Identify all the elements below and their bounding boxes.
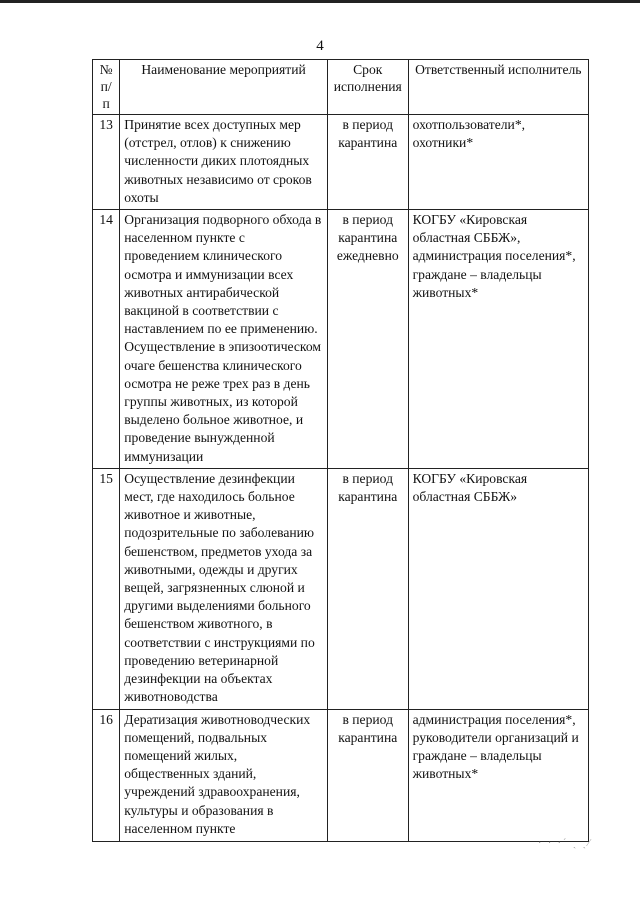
measure-name: Дератизация животноводческих помещений, подвальных помещений жилых, общественных зданий, учреждений здравоохранения, культуры и образования в населенном пункте <box>120 709 328 841</box>
measure-term: в период карантина ежедневно <box>327 210 408 469</box>
header-number: № п/п <box>93 60 120 115</box>
measure-responsible: охотпользователи*, охотники* <box>408 115 588 210</box>
page-number: 4 <box>316 38 324 54</box>
row-number: 13 <box>93 115 120 210</box>
top-border-rule <box>0 0 640 3</box>
measure-responsible: КОГБУ «Кировская областная СББЖ», администрация поселения*, граждане – владельцы животных* <box>408 210 588 469</box>
row-number: 14 <box>93 210 120 469</box>
header-measure-name: Наименование мероприятий <box>120 60 328 115</box>
measure-term: в период карантина <box>327 468 408 709</box>
header-responsible: Ответственный исполнитель <box>408 60 588 115</box>
table-header-row <box>93 60 589 115</box>
table-row <box>93 210 589 469</box>
row-number: 16 <box>93 709 120 841</box>
table-row <box>93 709 589 841</box>
measure-name: Принятие всех доступных мер (отстрел, отлов) к снижению численности диких плотоядных животных независимо от сроков охоты <box>120 115 328 210</box>
measures-table <box>92 59 589 842</box>
header-term: Срок исполнения <box>327 60 408 115</box>
scan-artifact-mark: · · ·ˊ ˏ ˎ⁄ <box>538 838 592 849</box>
measure-term: в период карантина <box>327 709 408 841</box>
row-number: 15 <box>93 468 120 709</box>
measure-responsible: КОГБУ «Кировская областная СББЖ» <box>408 468 588 709</box>
measure-responsible: администрация поселения*, руководители организаций и граждане – владельцы животных* <box>408 709 588 841</box>
measure-name: Организация подворного обхода в населенном пункте с проведением клинического осмотра и иммунизации всех животных антирабической вакциной в соответствии с наставлением по ее применению. Осуществление в эпизоотическом очаге бешенства клинического осмотра не реже трех раз в день группы животных, из которой выделено больное животное, и проведение вынужденной иммунизации <box>120 210 328 469</box>
table-row <box>93 468 589 709</box>
measure-term: в период карантина <box>327 115 408 210</box>
table-row <box>93 115 589 210</box>
measure-name: Осуществление дезинфекции мест, где находилось больное животное и животные, подозрительные по заболеванию бешенством, предметов ухода за животными, одежды и других вещей, загрязненных слюной и другими выделениями больного бешенством животного, в соответствии с инструкциями по проведению ветеринарной дезинфекции на объектах животноводства <box>120 468 328 709</box>
